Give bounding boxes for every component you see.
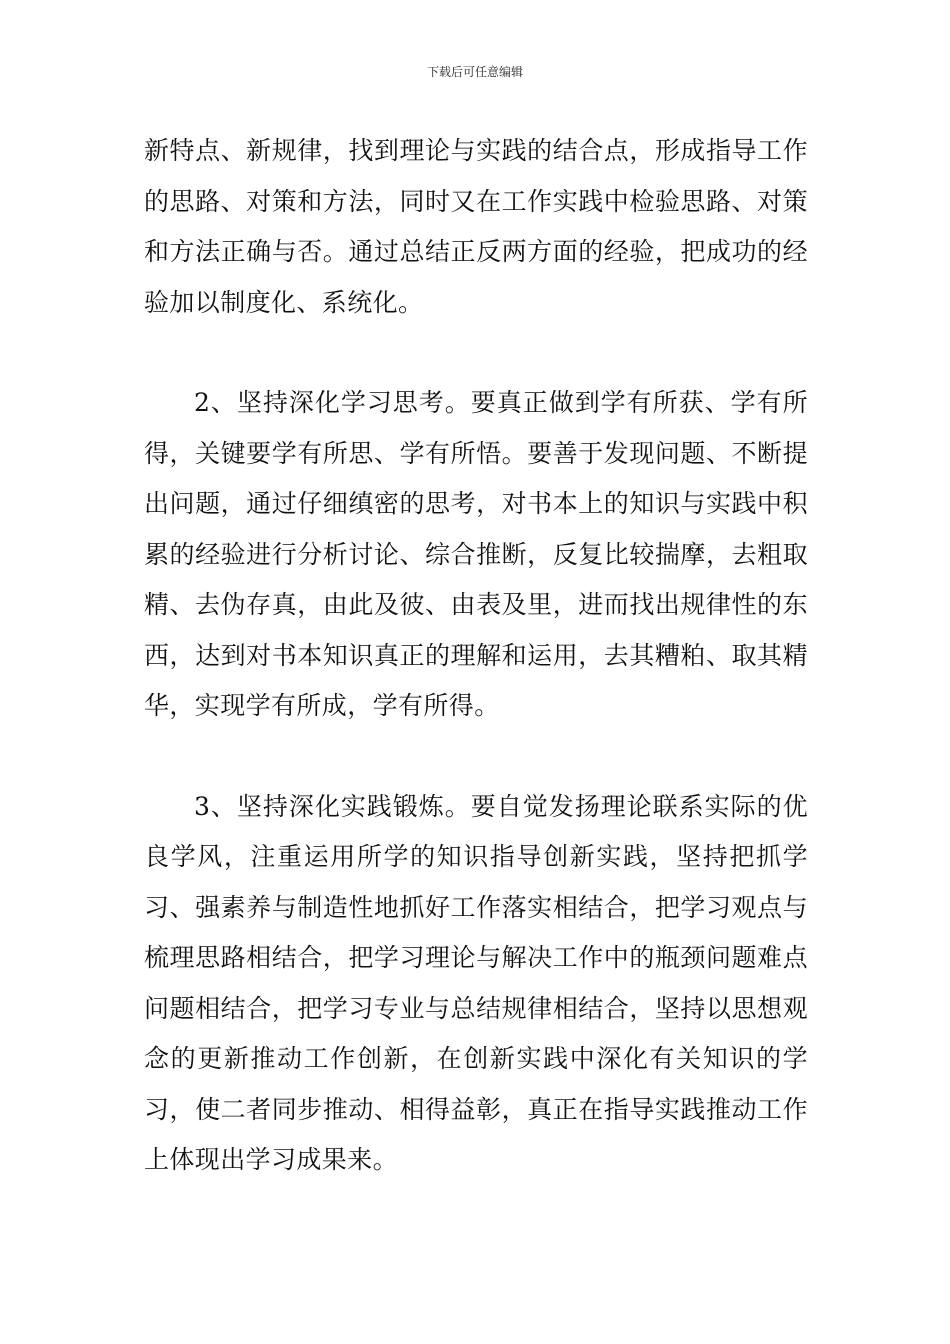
paragraph-gap bbox=[144, 328, 808, 378]
paragraph-study-thinking: 2、坚持深化学习思考。要真正做到学有所获、学有所得，关键要学有所思、学有所悟。要善于发现问题、不断提出问题，通过仔细缜密的思考，对书本上的知识与实践中积累的经验进行分析讨论、综合推断，反复比较揣摩，去粗取精、去伪存真，由此及彼、由表及里，进而找出规律性的东西，达到对书本知识真正的理解和运用，去其糟粕、取其精华，实现学有所成，学有所得。 bbox=[144, 388, 808, 720]
page-header-note: 下载后可任意编辑 bbox=[426, 65, 523, 79]
paragraph-gap bbox=[144, 732, 808, 782]
paragraph-continuation: 新特点、新规律，找到理论与实践的结合点，形成指导工作的思路、对策和方法，同时又在工作实践中检验思路、对策和方法正确与否。通过总结正反两方面的经验，把成功的经验加以制度化、系统化。 bbox=[144, 136, 808, 317]
paragraph-practice: 3、坚持深化实践锻炼。要自觉发扬理论联系实际的优良学风，注重运用所学的知识指导创新实践，坚持把抓学习、强素养与制造性地抓好工作落实相结合，把学习观点与梳理思路相结合，把学习理论与解决工作中的瓶颈问题难点问题相结合，把学习专业与总结规律相结合，坚持以思想观念的更新推动工作创新，在创新实践中深化有关知识的学习，使二者同步推动、相得益彰，真正在指导实践推动工作上体现出学习成果来。 bbox=[144, 791, 808, 1174]
document-body bbox=[144, 126, 808, 1186]
